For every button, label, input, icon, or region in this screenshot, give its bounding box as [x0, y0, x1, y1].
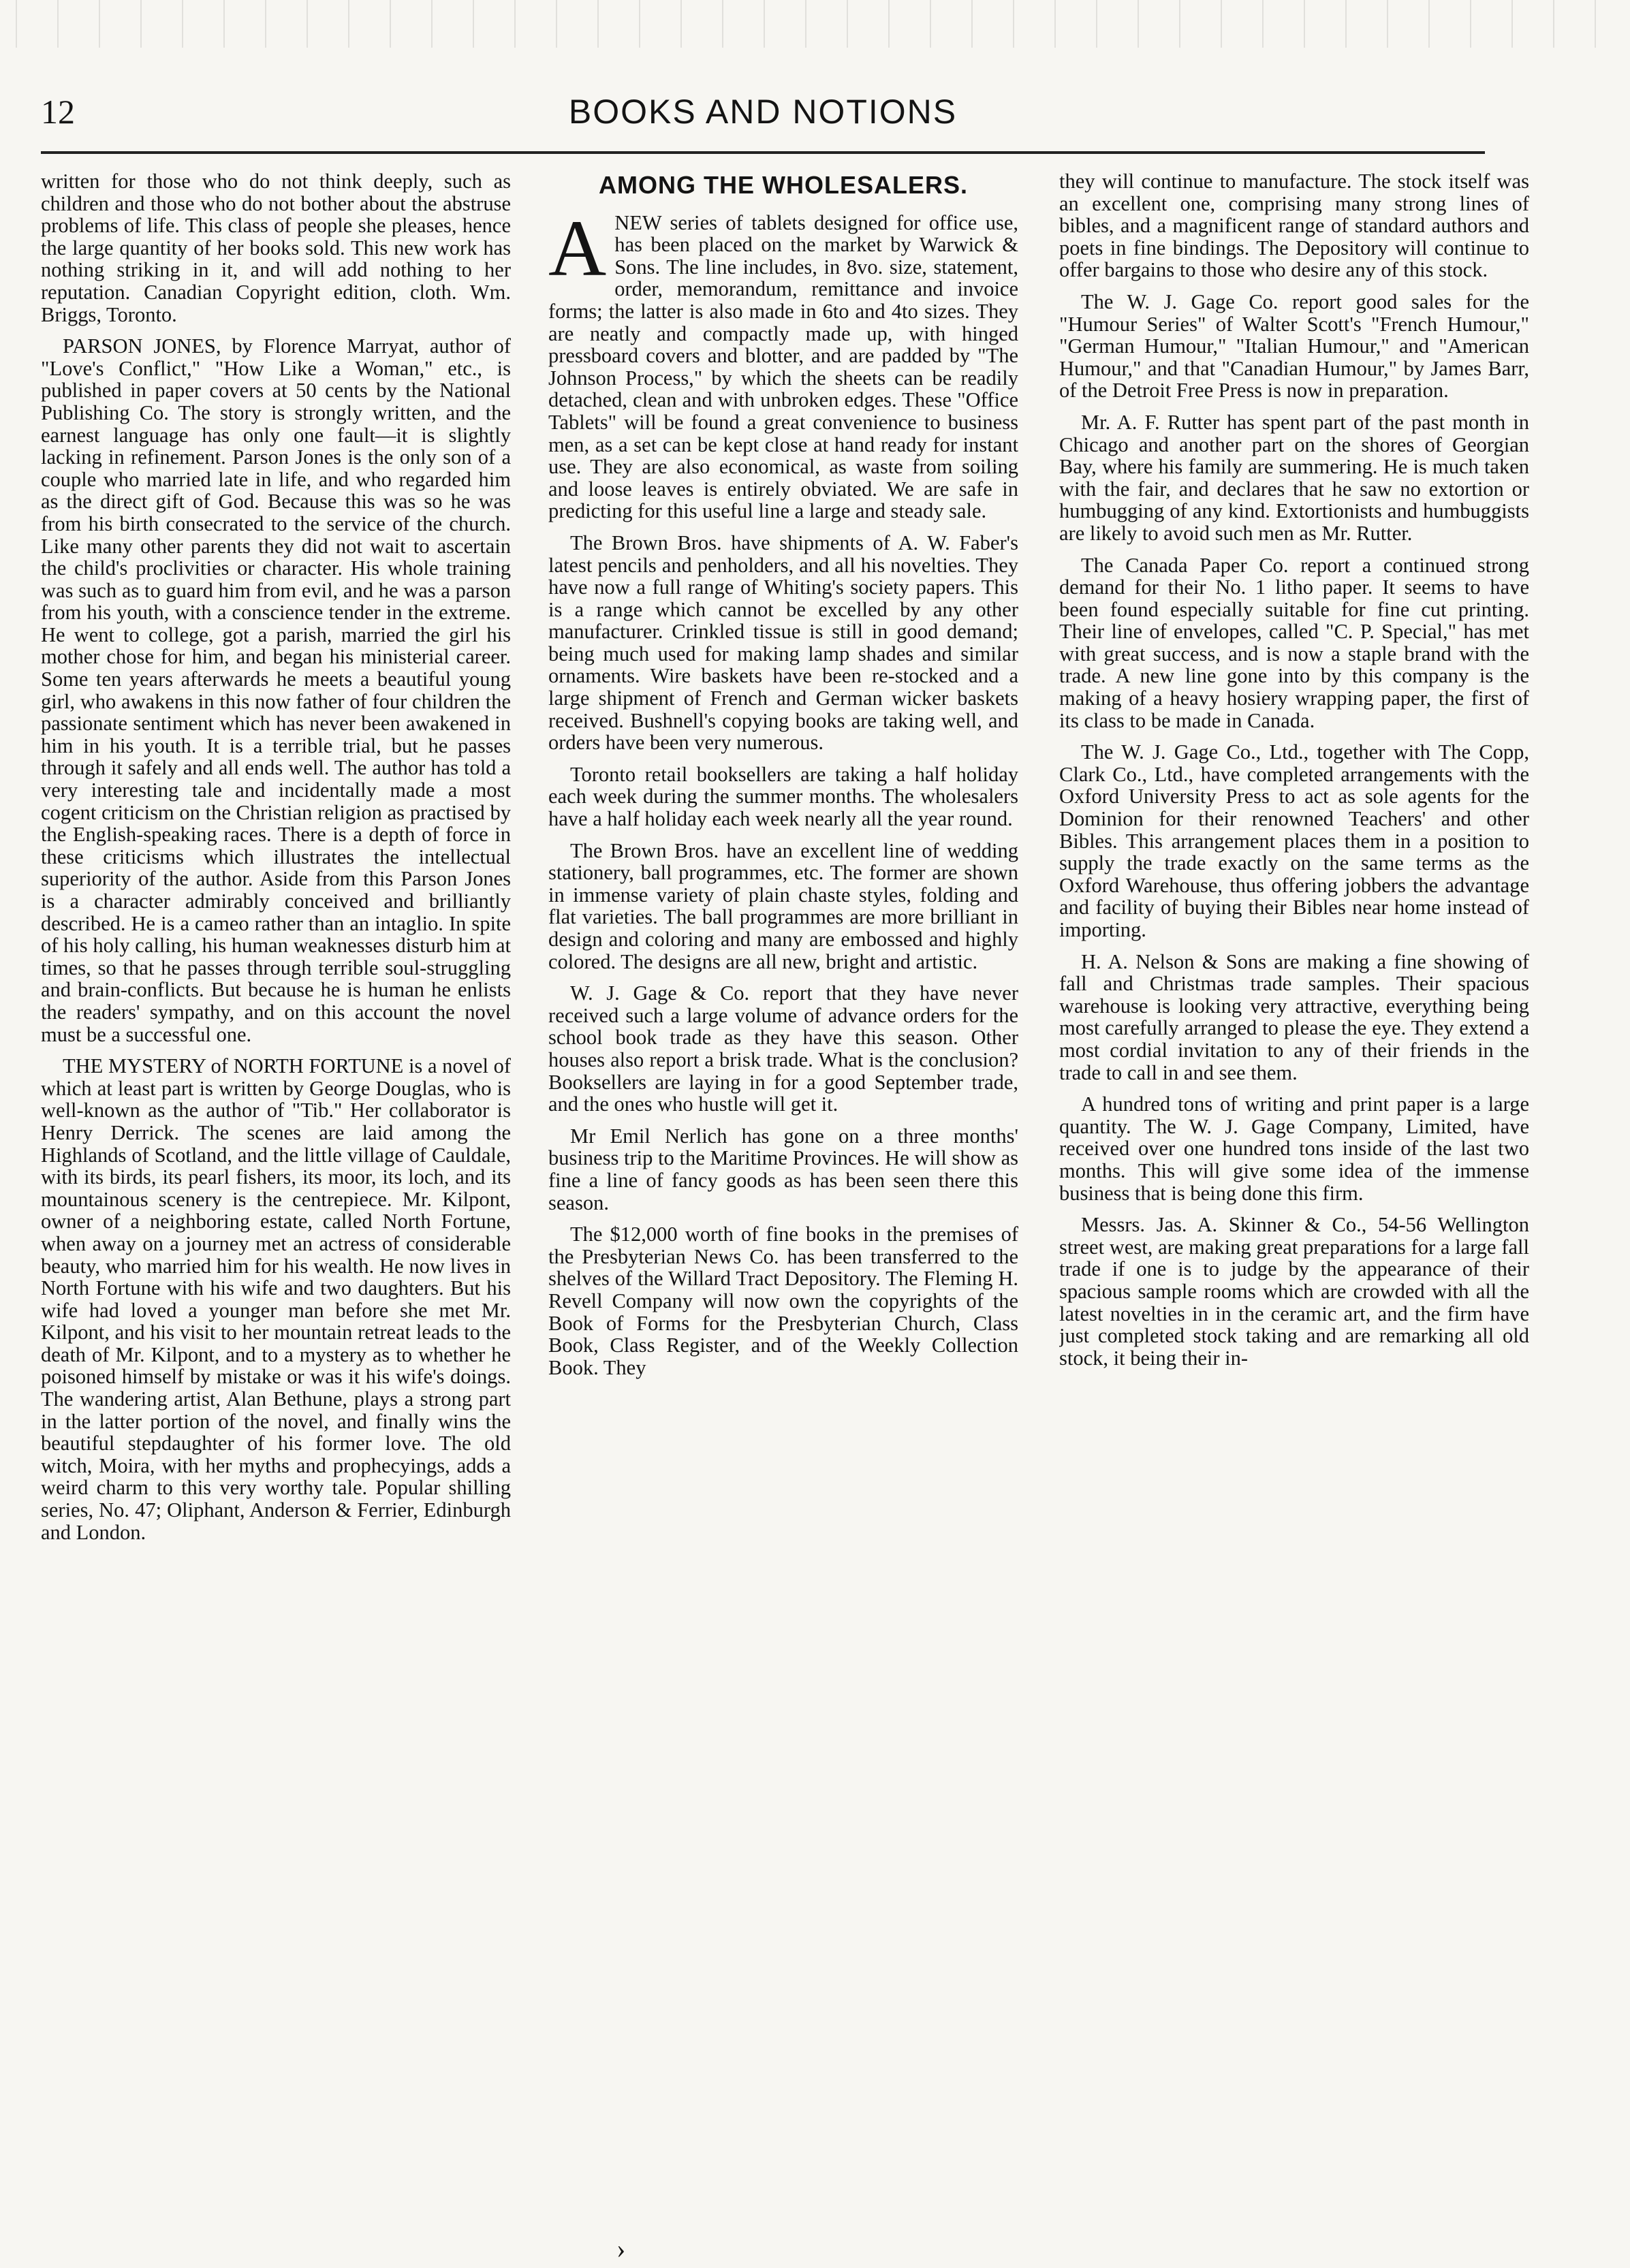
paragraph: THE MYSTERY of NORTH FORTUNE is a novel of which at least part is written by George Douglas, who is well-known as the author of "Tib." Her collaborator is Henry Derrick. The scenes are laid among the Highlands of Scotland, and the little village of Cauldale, with its birds, its pearl fishers, its moor, its loch, and its mountainous scenery is the centrepiece. Mr. Kilpont, owner of a neighboring estate, called North Fortune, when away on a journey met an actress of considerable beauty, who married him for his wealth. He now lives in North Fortune with his wife and two daughters. But his wife had loved a younger man before she met Mr. Kilpont, and his visit to her mountain retreat leads to the death of Mr. Kilpont, and to a mystery as to whether he poisoned himself by mistake or was it his wife's doings. The wandering artist, Alan Bethune, plays a strong part in the latter portion of the novel, and finally wins the beautiful stepdaughter of his former love. The old witch, Moira, with her myths and prophecyings, adds a weird charm to this very worthy tale. Popular shilling series, No. 47; Oliphant, Anderson & Ferrier, Edinburgh and London. — [41, 1054, 511, 1544]
paragraph-text: NEW series of tablets designed for office use, has been placed on the market by Warwick & Sons. The line includes, in 8vo. size, statement, order, memorandum, remittance and invoice forms; the latter is also made in 6to and 4to sizes. They are neatly and compactly made up, with hinged pressboard covers and blotter, and are padded by "The Johnson Process," by which the sheets can be readily detached, clean and with unbroken edges. These "Office Tablets" will be found a great convenience to business men, as a set can be kept close at hand ready for instant use. They are also economical, as waste from soiling and loose leaves is entirely obviated. We are safe in predicting for this useful line a large and steady sale. — [548, 210, 1018, 523]
paragraph: they will continue to manufacture. The stock itself was an excellent one, comprising many strong lines of bibles, and a magnificent range of standard authors and poets in fine bindings. The Depository will continue to offer bargains to those who desire any of this stock. — [1059, 170, 1529, 282]
paragraph: The W. J. Gage Co. report good sales for the "Humour Series" of Walter Scott's "French Humour," "German Humour," "Italian Humour," and "American Humour," and that "Canadian Humour," by James Barr, of the Detroit Free Press is now in preparation. — [1059, 289, 1529, 403]
paragraph: The Brown Bros. have an excellent line of wedding stationery, ball programmes, etc. The former are shown in immense variety of plain chaste styles, folding and flat varieties. The ball programmes are more brilliant in design and coloring and many are embossed and highly colored. The designs are all new, bright and artistic. — [548, 838, 1018, 973]
page-header — [41, 92, 1485, 146]
drop-cap: A — [548, 203, 607, 293]
paragraph: The $12,000 worth of fine books in the premises of the Presbyterian News Co. has been transferred to the shelves of the Willard Tract Depository. The Fleming H. Revell Company will now own the copyrights of the Book of Forms for the Presbyterian Church, Class Book, Class Register, and of the Weekly Collection Book. They — [548, 1223, 1018, 1379]
paragraph: The W. J. Gage Co., Ltd., together with The Copp, Clark Co., Ltd., have completed arrangements with the Oxford University Press to act as sole agents for the Dominion for their renowned Teachers' and other Bibles. This arrangement places them in a position to supply the trade exactly on the same terms as the Oxford Warehouse, thus offering jobbers the advantage and facility of buying their Bibles near home instead of importing. — [1059, 740, 1529, 941]
header-rule — [41, 151, 1485, 154]
column-3 — [1059, 170, 1529, 2227]
paragraph: W. J. Gage & Co. report that they have never received such a large volume of advance orders for the school book trade as they have this season. Other houses also report a brisk trade. What is the conclusion? Booksellers are laying in for a good September trade, and the ones who hustle will get it. — [548, 981, 1018, 1116]
paragraph: written for those who do not think deeply, such as children and those who do not bother about the abstruse problems of life. This class of people she pleases, hence the large quantity of her books sold. This new work has nothing striking in it, and will add nothing to her reputation. Canadian Copyright edition, cloth. Wm. Briggs, Toronto. — [41, 170, 511, 326]
paragraph: A hundred tons of writing and print paper is a large quantity. The W. J. Gage Company, Limited, have received over one hundred tons inside of the last two months. This will give some idea of the immense business that is being done this firm. — [1059, 1092, 1529, 1205]
paragraph: PARSON JONES, by Florence Marryat, author of "Love's Conflict," "How Like a Woman," etc., is published in paper covers at 50 cents by the National Publishing Co. The story is strongly written, and the earnest language has only one fault—it is slightly lacking in refinement. Parson Jones is the only son of a couple who married late in life, and who regarded him as the direct gift of God. Because this was so he was from his birth consecrated to the service of the church. Like many other parents they did not wait to ascertain the child's proclivities or character. His whole training was such as to guard him from evil, and he was a parson from his youth, with a conscience tender in the extreme. He went to college, got a parish, married the girl his mother chose for him, and began his ministerial career. Some ten years afterwards he meets a beautiful young girl, who awakens in this now father of four children the passionate sentiment which has never been awakened in him in his youth. It is a terrible trial, but he passes through it safely and all ends well. The author has told a very interesting tale and incidentally made a most cogent criticism on the Christian religion as practised by the English-speaking races. There is a depth of force in these criticisms which illustrates the intellectual superiority of the author. Aside from this Parson Jones is a character admirably conceived and brilliantly described. He is a cameo rather than an intaglio. In spite of his holy calling, his human weaknesses disturb him at times, so that he passes through terrible soul-struggling and brain-conflicts. But because he is human he enlists the readers' sympathy, and on this account the novel must be a successful one. — [41, 334, 511, 1046]
paragraph: Mr. A. F. Rutter has spent part of the past month in Chicago and another part on the shores of Georgian Bay, where his family are summering. He is much taken with the fair, and declares that he saw no extortion or humbugging of any kind. Extortionists and humbuggists are likely to avoid such men as Mr. Rutter. — [1059, 410, 1529, 545]
column-1 — [41, 170, 511, 2227]
paragraph: Toronto retail booksellers are taking a half holiday each week during the summer months. The wholesalers have a half holiday each week nearly all the year round. — [548, 762, 1018, 831]
page-number: 12 — [41, 93, 75, 131]
footer-mark: › — [616, 2233, 626, 2264]
paragraph: Messrs. Jas. A. Skinner & Co., 54-56 Wellington street west, are making great preparations for a large fall trade if one is to judge by the appearance of their spacious sample rooms which are crowded with all the latest novelties in in the ceramic art, and the firm have just completed stock taking and are remarking all old stock, it being their in- — [1059, 1213, 1529, 1370]
paragraph — [548, 203, 1018, 523]
column-2 — [548, 170, 1018, 2227]
running-title: BOOKS AND NOTIONS — [568, 93, 958, 131]
paragraph: The Canada Paper Co. report a continued strong demand for their No. 1 litho paper. It seems to have been found especially suitable for fine cut printing. Their line of envelopes, called "C. P. Special," has met with great success, and is now a staple brand with the trade. A new line gone into by this company is the making of a heavy hosiery wrapping paper, the first of its class to be made in Canada. — [1059, 553, 1529, 732]
print-speckle-decoration — [0, 0, 1630, 48]
paragraph: Mr Emil Nerlich has gone on a three months' business trip to the Maritime Provinces. He will show as fine a line of fancy goods as has been seen there this season. — [548, 1124, 1018, 1214]
paragraph: H. A. Nelson & Sons are making a fine showing of fall and Christmas trade samples. Their spacious warehouse is looking very attractive, everything being most carefully arranged to please the eye. They extend a most cordial invitation to any of their friends in the trade to call in and see them. — [1059, 949, 1529, 1084]
paragraph: The Brown Bros. have shipments of A. W. Faber's latest pencils and penholders, and all his novelties. They have now a full range of Whiting's society papers. This is a range which cannot be excelled by any other manufacturer. Crinkled tissue is still in good demand; being much used for making lamp shades and similar ornaments. Wire baskets have been re-stocked and a large shipment of French and German wicker baskets received. Bushnell's copying books are taking well, and orders have been very numerous. — [548, 531, 1018, 755]
section-heading: AMONG THE WHOLESALERS. — [599, 171, 968, 199]
